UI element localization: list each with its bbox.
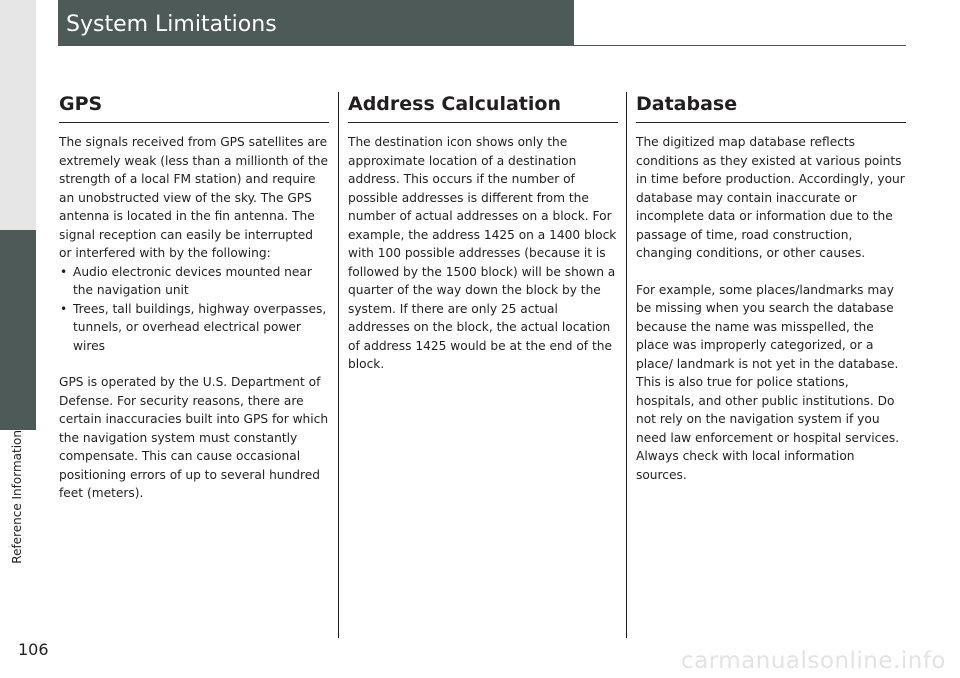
gps-interference-list — [59, 263, 329, 356]
address-calculation-heading: Address Calculation — [348, 90, 618, 123]
database-column — [636, 90, 906, 484]
gps-intro: The signals received from GPS satellites are extremely weak (less than a millionth of the strength of a local FM station) and require an unobstructed view of the sky. The GPS antenna is located in the fin antenna. The signal reception can easily be interrupted or interfered with by the following: — [59, 135, 328, 260]
gps-column — [59, 90, 329, 503]
title-rule — [574, 45, 906, 46]
section-title-bar — [58, 0, 574, 46]
side-tab-active-marker — [0, 230, 36, 430]
list-item: • Audio electronic devices mounted near the navigation unit — [59, 263, 329, 300]
address-calculation-body: The destination icon shows only the approximate location of a destination address. This occurs if the number of possible addresses is different from the number of actual addresses on a block. For example, the address 1425 on a 1400 block with 100 possible addresses (because it is followed by the 1500 block) will be shown a quarter of the way down the block by the system. If there are only 25 actual addresses on the block, the actual location of address 1425 would be at the end of the block. — [348, 135, 617, 371]
database-paragraph-1: The digitized map database reflects conditions as they existed at various points in time before production. Accordingly, your database may contain inaccurate or incomplete data or information due to the passage of time, road construction, changing conditions, or other causes. — [636, 135, 905, 260]
page-number: 106 — [18, 640, 49, 659]
column-divider — [626, 92, 627, 638]
watermark: carmanualsonline.info — [680, 648, 946, 674]
column-divider — [338, 92, 339, 638]
address-calculation-column — [348, 90, 618, 374]
database-paragraph-2: For example, some places/landmarks may be missing when you search the database because the name was misspelled, the place was improperly categorized, or a place/ landmark is not yet in the database. This is also true for police stations, hospitals, and other public institutions. Do not rely on the navigation system if you need law enforcement or hospital services. Always check with local information sources. — [636, 282, 900, 482]
section-title: System Limitations — [66, 12, 277, 37]
gps-closing: GPS is operated by the U.S. Department of Defense. For security reasons, there are certain inaccuracies built into GPS for which the navigation system must constantly compensate. This can cause occasional positioning errors of up to several hundred feet (meters). — [59, 375, 329, 500]
gps-heading: GPS — [59, 90, 329, 123]
side-section-label: Reference Information — [10, 430, 24, 564]
database-heading: Database — [636, 90, 906, 123]
list-item: • Trees, tall buildings, highway overpasses, tunnels, or overhead electrical power wires — [59, 300, 329, 356]
